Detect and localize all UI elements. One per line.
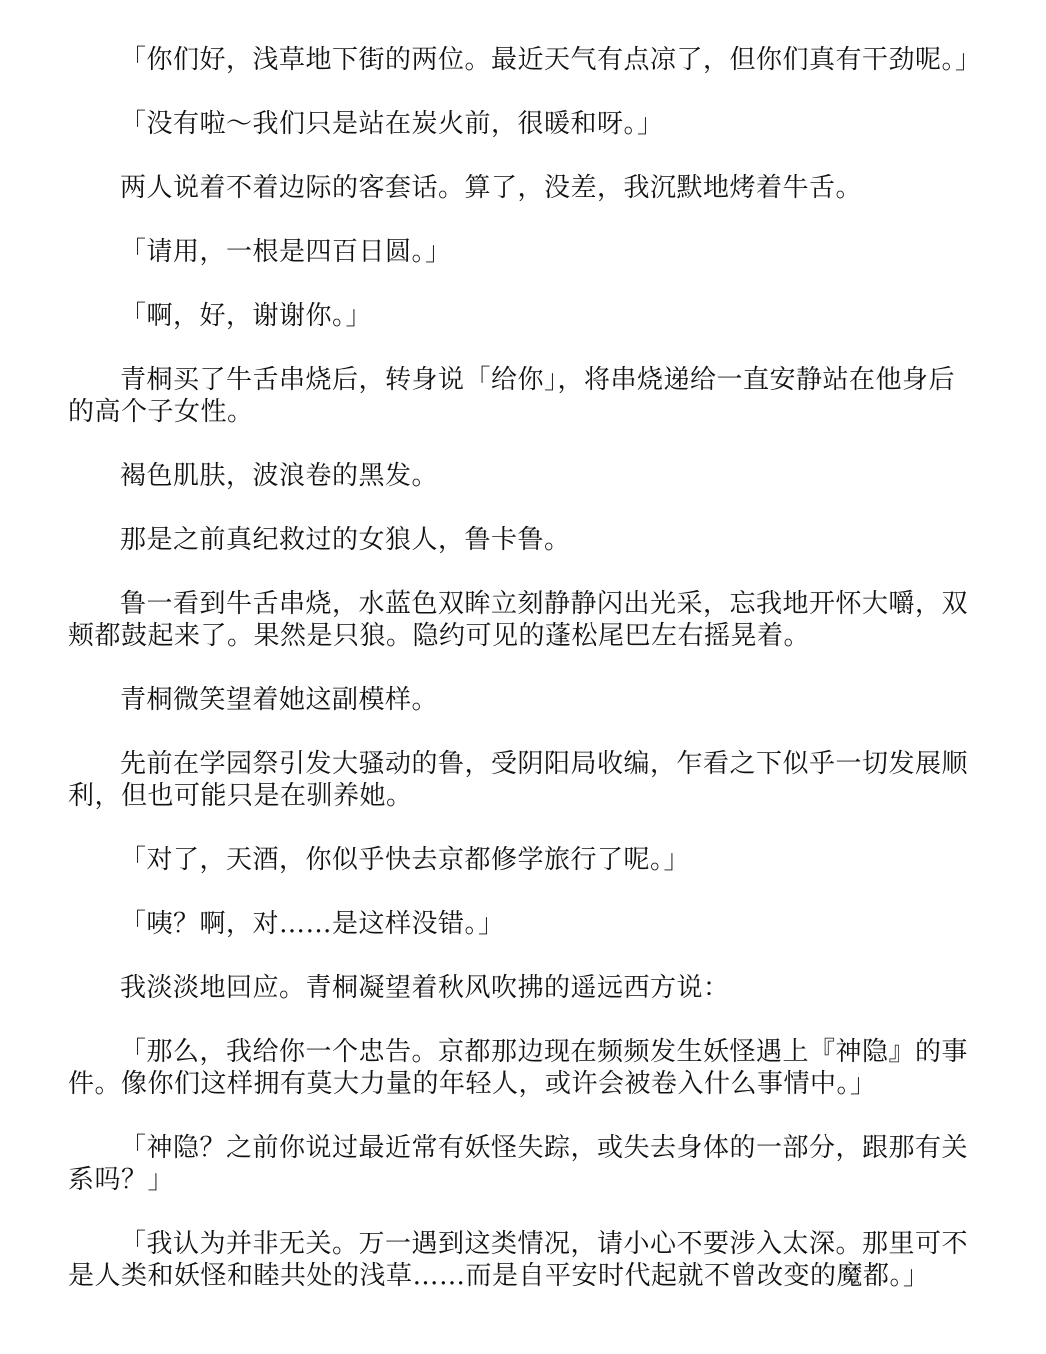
paragraph: 「对了，天酒，你似乎快去京都修学旅行了呢。」 [120,845,691,875]
paragraph: 先前在学园祭引发大骚动的鲁，受阴阳局收编，乍看之下似乎一切发展顺利，但也可能只是在驯养她。 [68,749,969,811]
paragraph: 「你们好，浅草地下街的两位。最近天气有点凉了，但你们真有干劲呢。」 [120,45,982,75]
paragraph: 两人说着不着边际的客套话。算了，没差，我沉默地烤着牛舌。 [120,173,863,203]
paragraph: 「神隐？之前你说过最近常有妖怪失踪，或失去身体的一部分，跟那有关系吗？」 [68,1133,969,1195]
paragraph: 褐色肌肤，波浪卷的黑发。 [120,461,439,491]
paragraph: 「咦？啊，对……是这样没错。」 [120,909,505,939]
document-page [68,44,982,1324]
paragraph: 「啊，好，谢谢你。」 [120,301,373,331]
paragraph: 青桐买了牛舌串烧后，转身说「给你」，将串烧递给一直安静站在他身后的高个子女性。 [68,365,956,427]
paragraph: 鲁一看到牛舌串烧，水蓝色双眸立刻静静闪出光采，忘我地开怀大嚼，双颊都鼓起来了。果然是只狼。隐约可见的蓬松尾巴左右摇晃着。 [68,589,969,651]
paragraph: 「那么，我给你一个忠告。京都那边现在频频发生妖怪遇上『神隐』的事件。像你们这样拥有莫大力量的年轻人，或许会被卷入什么事情中。」 [68,1037,969,1099]
paragraph: 青桐微笑望着她这副模样。 [120,685,439,715]
paragraph: 我淡淡地回应。青桐凝望着秋风吹拂的遥远西方说： [120,973,730,1003]
paragraph: 「请用，一根是四百日圆。」 [120,237,452,267]
paragraph: 「我认为并非无关。万一遇到这类情况，请小心不要涉入太深。那里可不是人类和妖怪和睦共处的浅草……而是自平安时代起就不曾改变的魔都。」 [68,1229,969,1291]
paragraph: 「没有啦～我们只是站在炭火前，很暖和呀。」 [120,109,664,139]
paragraph: 那是之前真纪救过的女狼人，鲁卡鲁。 [120,525,571,555]
